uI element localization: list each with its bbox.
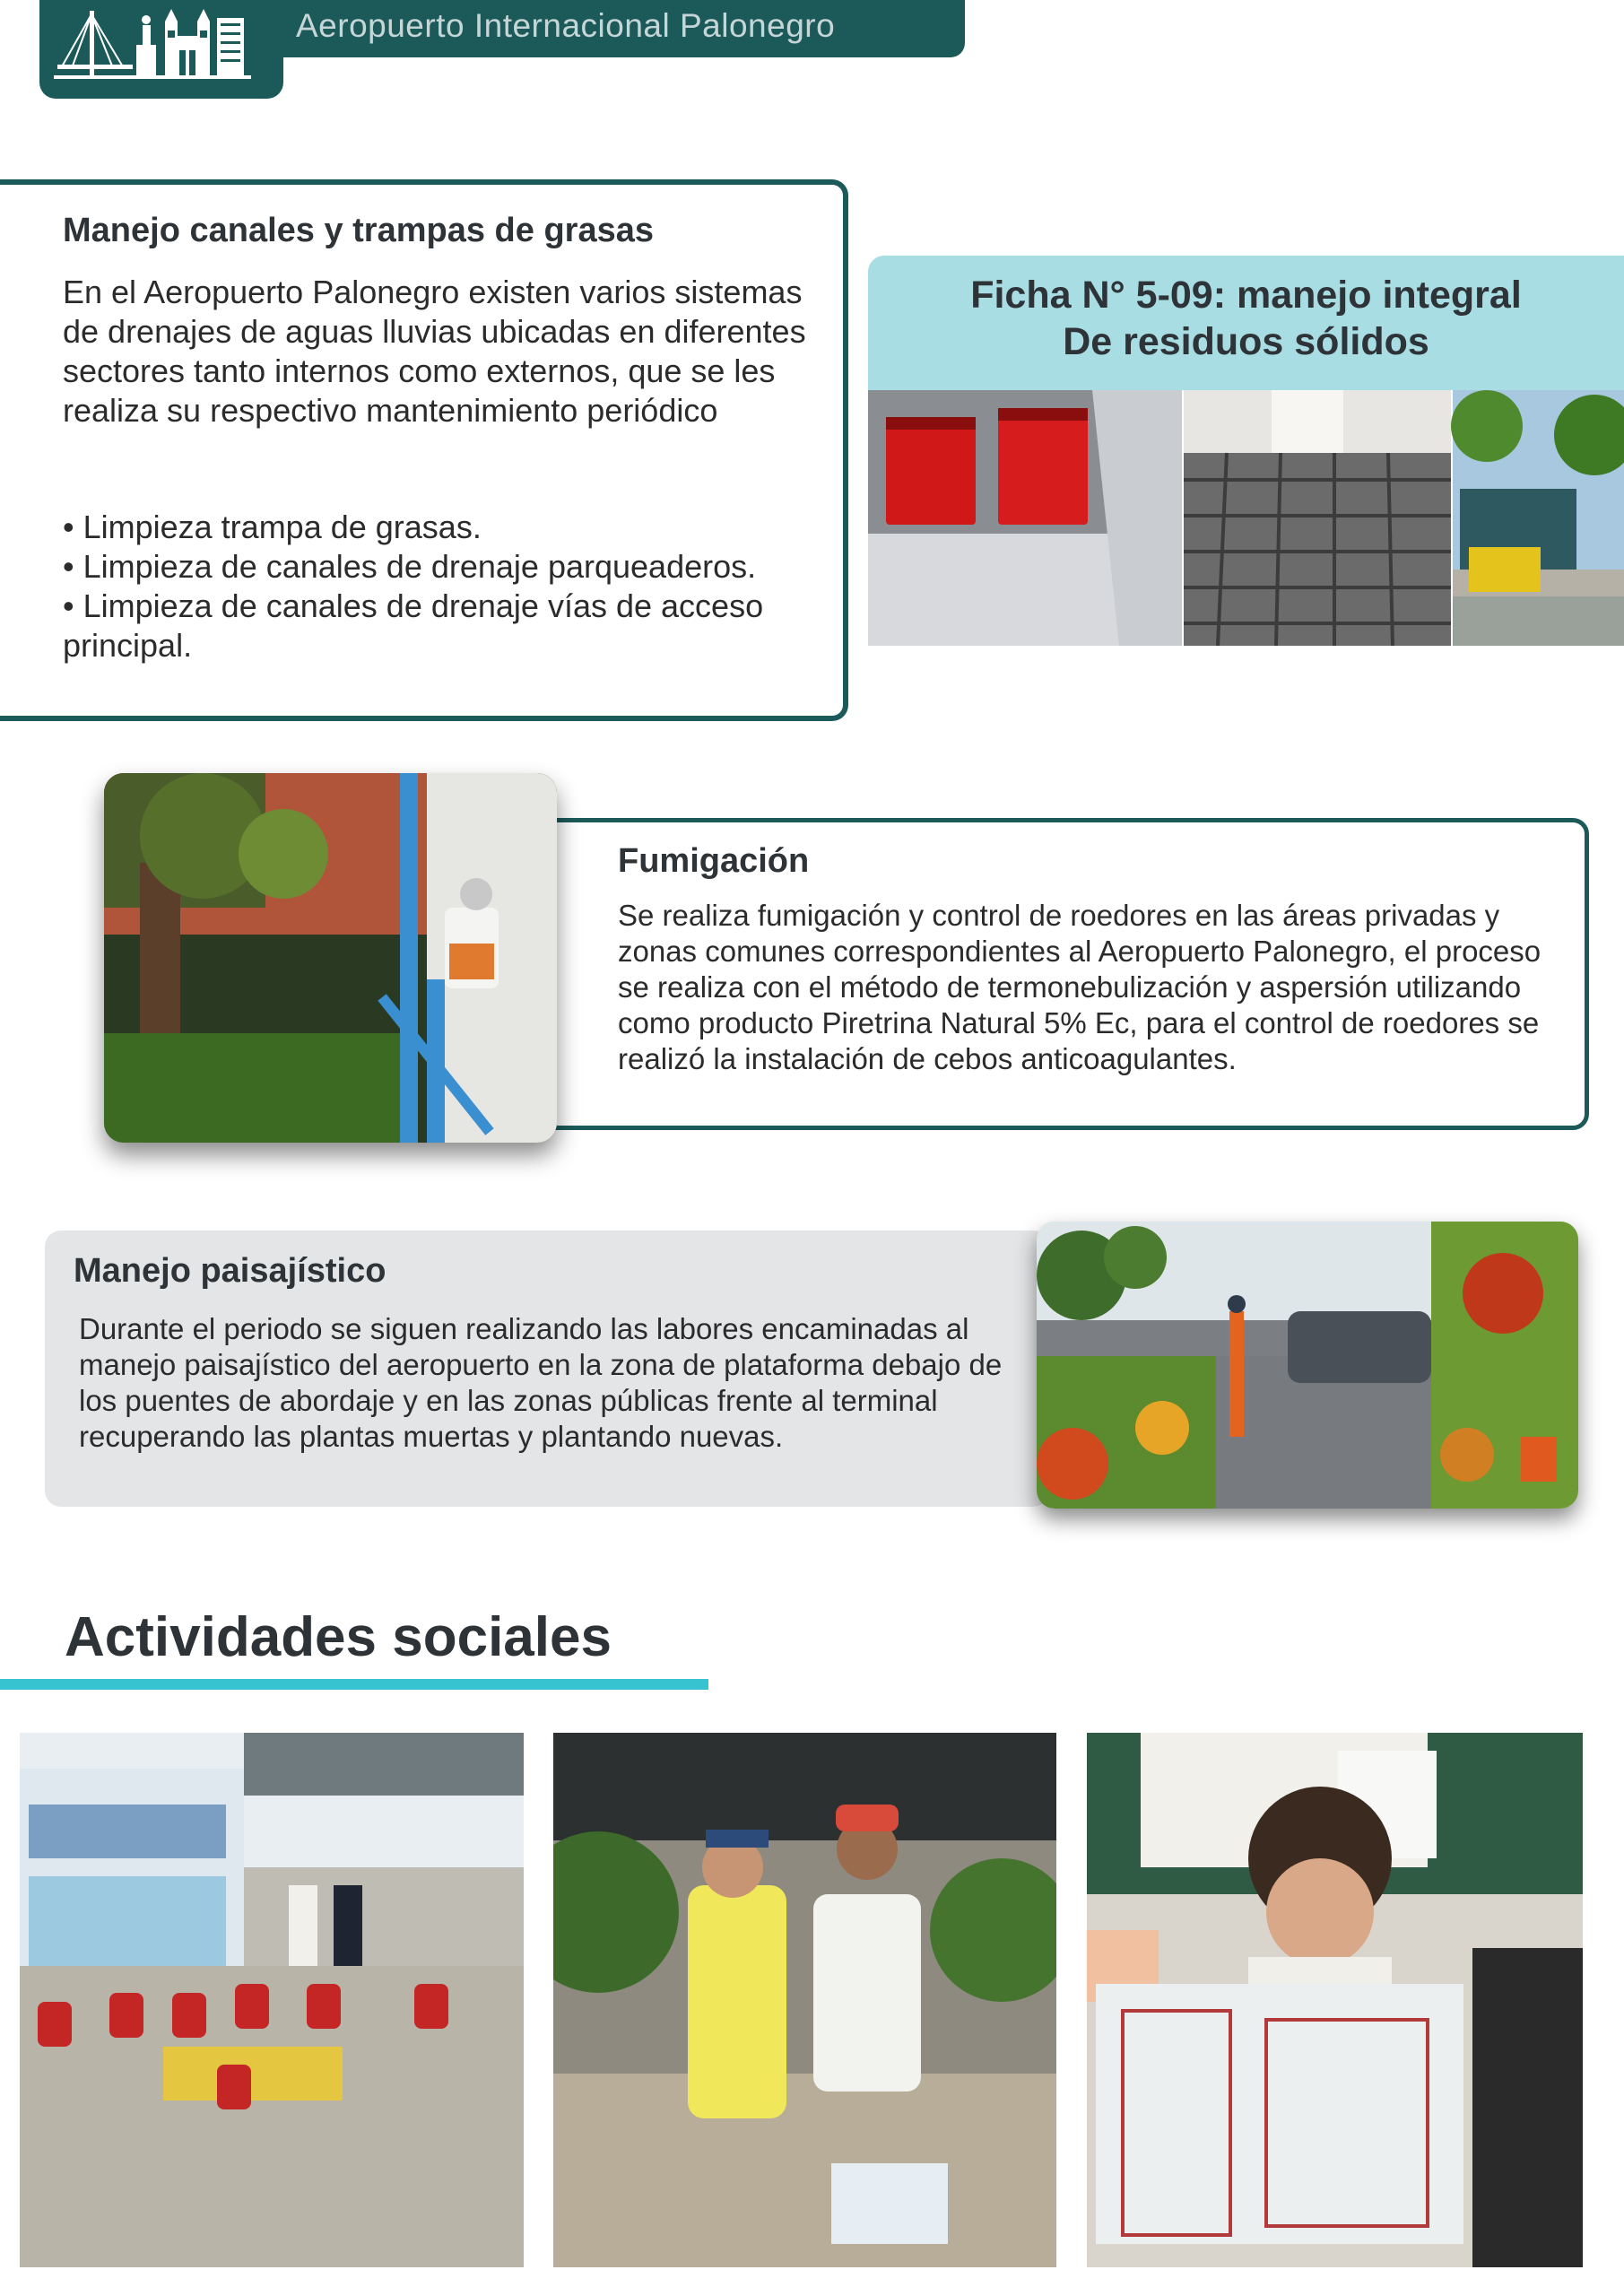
grasas-paragraph: En el Aeropuerto Palonegro existen varios sistemas de drenajes de aguas lluvias ubicadas en diferentes sectores tanto internos como externos, que se les realiza su respectivo mantenimiento periódico <box>63 274 806 429</box>
ficha-title-line2: De residuos sólidos <box>1063 320 1429 363</box>
fumigacion-heading: Fumigación <box>618 842 810 880</box>
city-skyline-logo-icon <box>54 5 269 86</box>
fumigacion-section <box>538 818 1589 1130</box>
paisajistico-paragraph: Durante el periodo se siguen realizando las labores encaminadas al manejo paisajístico del aeropuerto en la zona de plataforma debajo de los puentes de abordaje y en las zonas públicas frente al terminal recuperando las plantas muertas y plantando nuevas. <box>79 1312 1003 1453</box>
grasas-heading: Manejo canales y trampas de grasas <box>63 212 654 249</box>
ficha-header <box>868 256 1624 390</box>
actividades-underline <box>0 1679 708 1690</box>
header-logo <box>39 0 283 99</box>
list-item: • Limpieza trampa de grasas. <box>63 509 482 545</box>
actividades-photo-children-drawings <box>1087 1733 1583 2267</box>
ficha-title <box>868 272 1624 365</box>
actividades-photo-school-children <box>20 1733 524 2267</box>
fumigacion-photo <box>104 773 557 1143</box>
ficha-card <box>868 256 1624 646</box>
ficha-title-line1: Ficha N° 5-09: manejo integral <box>970 274 1522 317</box>
grasas-section <box>0 179 848 721</box>
paisajistico-section <box>45 1231 1049 1507</box>
paisajistico-photo <box>1037 1222 1578 1509</box>
list-item: • Limpieza de canales de drenaje parqueaderos. <box>63 548 757 585</box>
header-title: Aeropuerto Internacional Palonegro <box>296 7 836 44</box>
residuos-photo-strip <box>868 390 1624 646</box>
actividades-heading: Actividades sociales <box>65 1606 612 1668</box>
fumigacion-paragraph: Se realiza fumigación y control de roedores en las áreas privadas y zonas comunes correspondientes al Aeropuerto Palonegro, el proceso se realiza con el método de termonebulización y aspersión utilizando como producto Piretrina Natural 5% Ec, para el control de roedores se realizó la instalación de cebos anticoagulantes. <box>618 899 1541 1075</box>
grasas-bullet-list <box>63 508 798 665</box>
list-item: • Limpieza de canales de drenaje vías de acceso principal. <box>63 587 764 664</box>
actividades-photo-plant-delivery <box>553 1733 1056 2267</box>
paisajistico-heading: Manejo paisajístico <box>74 1252 386 1290</box>
